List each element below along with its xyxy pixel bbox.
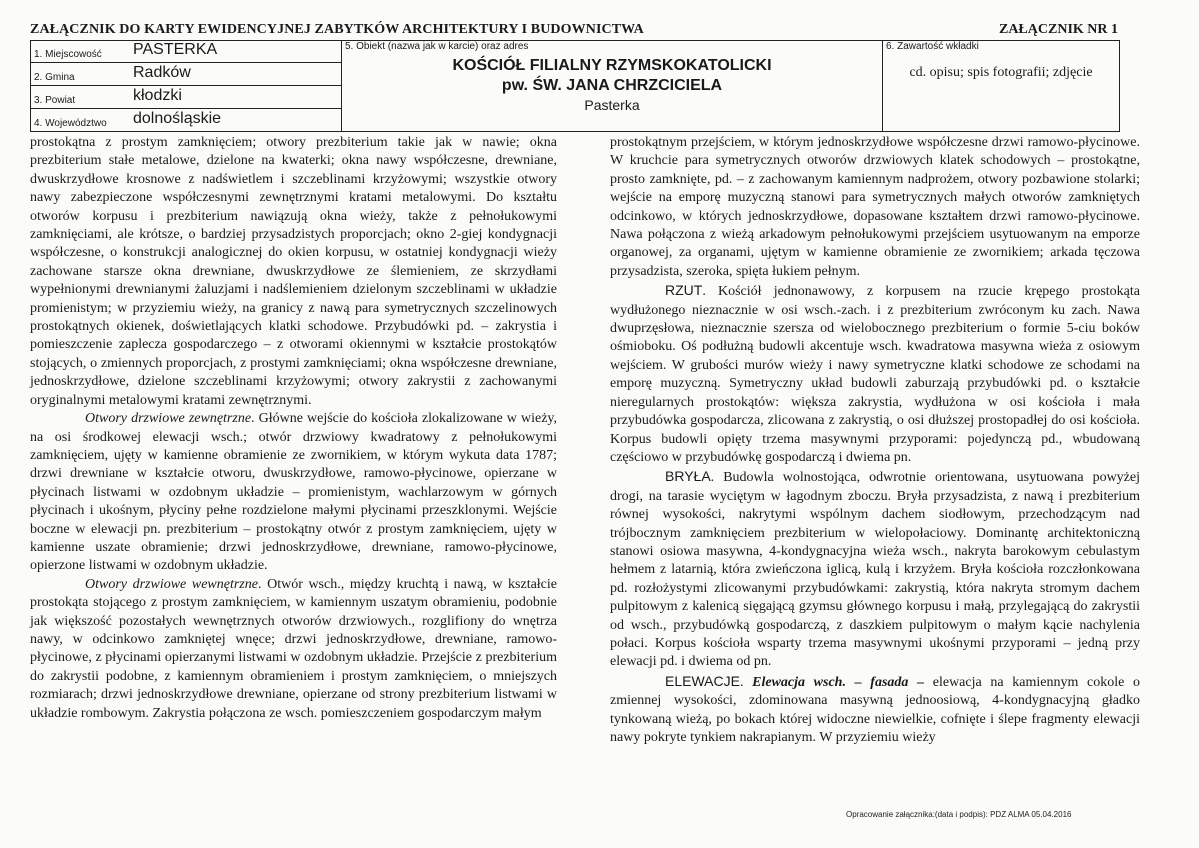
paragraph-text: elewacja na kamiennym cokole o zmiennej wysokości, zdominowana masywną jednoosiową, 4-kondygnacyjną gładko tynkowaną wieżą, po bokach której widoczne niewielkie, cofnięte i ślepe fragmenty elewacji nawy pokryte tynkiem nakrapianym. W przyziemiu wieży [610, 674, 1141, 745]
field-value-town: PASTERKA [133, 41, 218, 58]
field-value-county: kłodzki [133, 87, 182, 104]
field-label: 6. Zawartość wkładki [886, 41, 979, 52]
section-heading: ELEWACJE [665, 672, 740, 689]
paragraph [30, 410, 557, 576]
subheading: Elewacja wsch. – fasada – [752, 674, 925, 690]
paragraph-text: . Otwór wsch., między kruchtą i nawą, w kształcie prostokąta stojącego z prostym zamknięciem, w kamiennym uszatym obramieniu, podobnie jak większość pozostałych wewnętrznych otworów drzwiowych., rozglifiony do wnętrza nawy, w odcinkowo zamkniętej wnęce; drzwi jednoskrzydłowe, drewniane, ramowo-płycinowe, z płycinami opierzanymi listwami w ozdobnym układzie. Przejście z prezbiterium do zakrystii podobne, z kamiennym obramieniem i prostym zamknięciem, o mniejszych rozmiarach; drzwi jednoskrzydłowe drewniane, opierzane od strony prezbiterium listwami w układzie rombowym. Zakrystia połączona ze wsch. pomieszczeniem gospodarczym małym [30, 576, 558, 721]
annex-number: ZAŁĄCZNIK NR 1 [998, 22, 1118, 37]
object-place: Pasterka [584, 97, 640, 113]
object-field [342, 40, 883, 131]
paragraph [610, 281, 1140, 467]
document-title: ZAŁĄCZNIK DO KARTY EWIDENCYJNEJ ZABYTKÓW ARCHITEKTURY I BUDOWNICTWA [30, 22, 644, 37]
field-value-commune: Radków [133, 64, 191, 81]
info-table [30, 40, 1120, 132]
paragraph: prostokątnym przejściem, w którym jednoskrzydłowe współczesne drzwi ramowo-płycinowe. W kruchcie para symetrycznych otworów drzwiowych klatek schodowych – prostokątne, prosto zamknięte, pd. – z zachowanym kamiennym nadprożem, otwory pozbawione stolarki; wejście na emporę muzyczną stanowi para symetrycznych małych otworów zamkniętych odcinkowo, w których jednoskrzydłowe, dopasowane kształtem drzwi ramowo-płycinowe. Nawa połączona z wieżą arkadowym pełnołukowymi przejściem usytuowanym na emporze organowej, za organami, ujętym w kamienne obramienie ze zwornikiem; arkada tęczowa przysadzista, szeroka, spięta łukiem pełnym. [610, 135, 1140, 279]
object-name-line1: KOŚCIÓŁ FILIALNY RZYMSKOKATOLICKI [452, 57, 772, 74]
object-name-line2: pw. ŚW. JANA CHRZCICIELA [501, 77, 723, 94]
field-label: 4. Województwo [34, 118, 107, 129]
paragraph [610, 672, 1140, 748]
subheading: Otwory drzwiowe wewnętrzne [85, 576, 258, 592]
location-row-commune [31, 63, 341, 86]
location-row-province [31, 109, 341, 131]
location-row-county [31, 86, 341, 109]
text-column-left [30, 134, 557, 723]
contents-value: cd. opisu; spis fotografii; zdjęcie [909, 65, 1093, 80]
field-label: 1. Miejscowość [34, 49, 102, 60]
field-value-province: dolnośląskie [133, 110, 222, 127]
section-heading: RZUT [665, 282, 703, 299]
paragraph [610, 467, 1140, 671]
footer-signature: Opracowanie załącznika:(data i podpis): PDZ ALMA 05.04.2016 [846, 810, 1072, 819]
paragraph-text: . Budowla wolnostojąca, odwrotnie orientowana, usytuowana powyżej drogi, na tarasie wyciętym w łagodnym zboczu. Bryła przysadzista, z nawą i prezbiterium równej wysokości, nakrytymi wspólnym dachem siodłowym, przechodzącym nad trójbocznym zamknięciem prezbiterium w wielopołaciowy. Dominantę architektoniczną stanowi osiowa masywna, 4-kondygnacyjna wieża wsch., nakryta barokowym cebulastym hełmem z latarnią, która zwieńczona iglicą, kulą i krzyżem. Bryła kościoła rozczłonkowana pd. rozłożystymi zlicowanymi przybudówkami: zakrystią, która nakryta stromym dachem pulpitowym z kalenicą sięgającą gzymsu głównego korpusu i małą, przylegającą do zakrystii od wsch., przybudówką gospodarczą, z daszkiem pulpitowym o małym kącie nachylenia połaci. Korpus kościoła wsparty trzema masywnymi ukośnymi przyporami – jedną przy elewacji pd. i dwiema od pn. [610, 470, 1140, 670]
location-fields [31, 40, 342, 131]
section-heading: BRYŁA [665, 468, 711, 485]
separator: . [739, 674, 753, 690]
text-column-right [610, 134, 1140, 747]
paragraph: prostokątna z prostym zamknięciem; otwory prezbiterium takie jak w nawie; okna prezbiterium stałe metalowe, dzielone na kwaterki; okna nawy współczesne, drewniane, dwuskrzydłowe krosnowe z nadświetlem i szczeblinami krzyżowymi; wszystkie otwory nawy zabezpieczone współczesnymi zewnętrznymi kratami metalowymi. Do kształtu otworów korpusu i prezbiterium nawiązują okna wieży, także z pełnołukowymi zamknięciami, ale krótsze, o bardziej przysadzistych proporcjach; okno 2-giej kondygnacji współczesne, o konstrukcji analogicznej do okien korpusu, w ostatniej kondygnacji wieży zachowane starsze okna drewniane, dwuskrzydłowe ze ślemieniem, ze skrzydłami wypełnionymi drewnianymi żaluzjami i nadślemieniem dzielonym szczeblinami w układzie promienistym; w przyziemiu wieży, na granicy z nawą para symetrycznych szczelinowych prostokątnych okienek, doświetlających klatki schodowe. Przybudówki pd. – zakrystia i pomieszczenie zaplecza gospodarczego – z otworami okiennymi w kształcie prostokątów stojących, o zmiennych proporcjach, z prostymi zamknięciami; okna współczesne drewniane, jednoskrzydłowe, dzielone szczeblinami krzyżowymi; otwory zakrystii z zachowanymi oryginalnymi metalowymi kratami zewnętrznymi. [30, 135, 557, 408]
subheading: Otwory drzwiowe zewnętrzne [85, 411, 252, 427]
contents-field [883, 40, 1119, 131]
paragraph-text: . Główne wejście do kościoła zlokalizowane w wieży, na osi środkowej elewacji wsch.; otwór drzwiowy kwadratowy z pełnołukowymi zamknięciem, ujęty w kamienne obramienie ze zwornikiem, w którym wykuta data 1787; drzwi drewniane w kształcie otworu, dwuskrzydłowe, ramowo-płycinowe, opierzane w płycinach listwami w ozdobnym układzie – promienistym, wachlarzowym w górnych płycinach i ukośnym, płyciny pełne rozdzielone małymi płycinami przeszklonymi. Wejście boczne w elewacji pn. prezbiterium – prostokątny otwór z prostym zamknięciem, ujęty w kamienne uszate obramienie; drzwi jednoskrzydłowe, drewniane, ramowo-płycinowe, opierzone listwami w ozdobnym układzie. [30, 411, 558, 574]
page-header [30, 22, 1120, 41]
field-label: 3. Powiat [34, 95, 76, 106]
field-label: 2. Gmina [34, 72, 75, 83]
paragraph-text: . Kościół jednonawowy, z korpusem na rzucie krępego prostokąta wydłużonego nieznacznie w osi wsch.-zach. i z prezbiterium zwróconym ku zach. Nawa dwuprzęsłowa, nieznacznie szersza od wielobocznego prezbiterium o formie 5-ciu boków ośmioboku. Oś podłużną budowli akcentuje wsch. kwadratowa masywna wieża z osiowym wejściem. W grubości murów wieży i nawy symetryczne klatki schodowe ze schodami na emporę muzyczną. Symetryczny układ budowli zaburzają przybudówki pd. o kształcie nieregularnych prostokątów: większa zakrystia, wydłużona w osi kościoła i mała przybudówka gospodarcza, zlicowana z zakrystią, o osi dłuższej prostopadłej do osi kościoła. Korpus budowli opięty trzema masywnymi przyporami: pojedynczą pd., wbudowaną częściowo w przybudówkę gospodarczą i dwiema pn. [610, 284, 1140, 465]
location-row-town [31, 40, 341, 63]
paragraph [30, 576, 557, 723]
field-label: 5. Obiekt (nazwa jak w karcie) oraz adres [345, 41, 529, 52]
